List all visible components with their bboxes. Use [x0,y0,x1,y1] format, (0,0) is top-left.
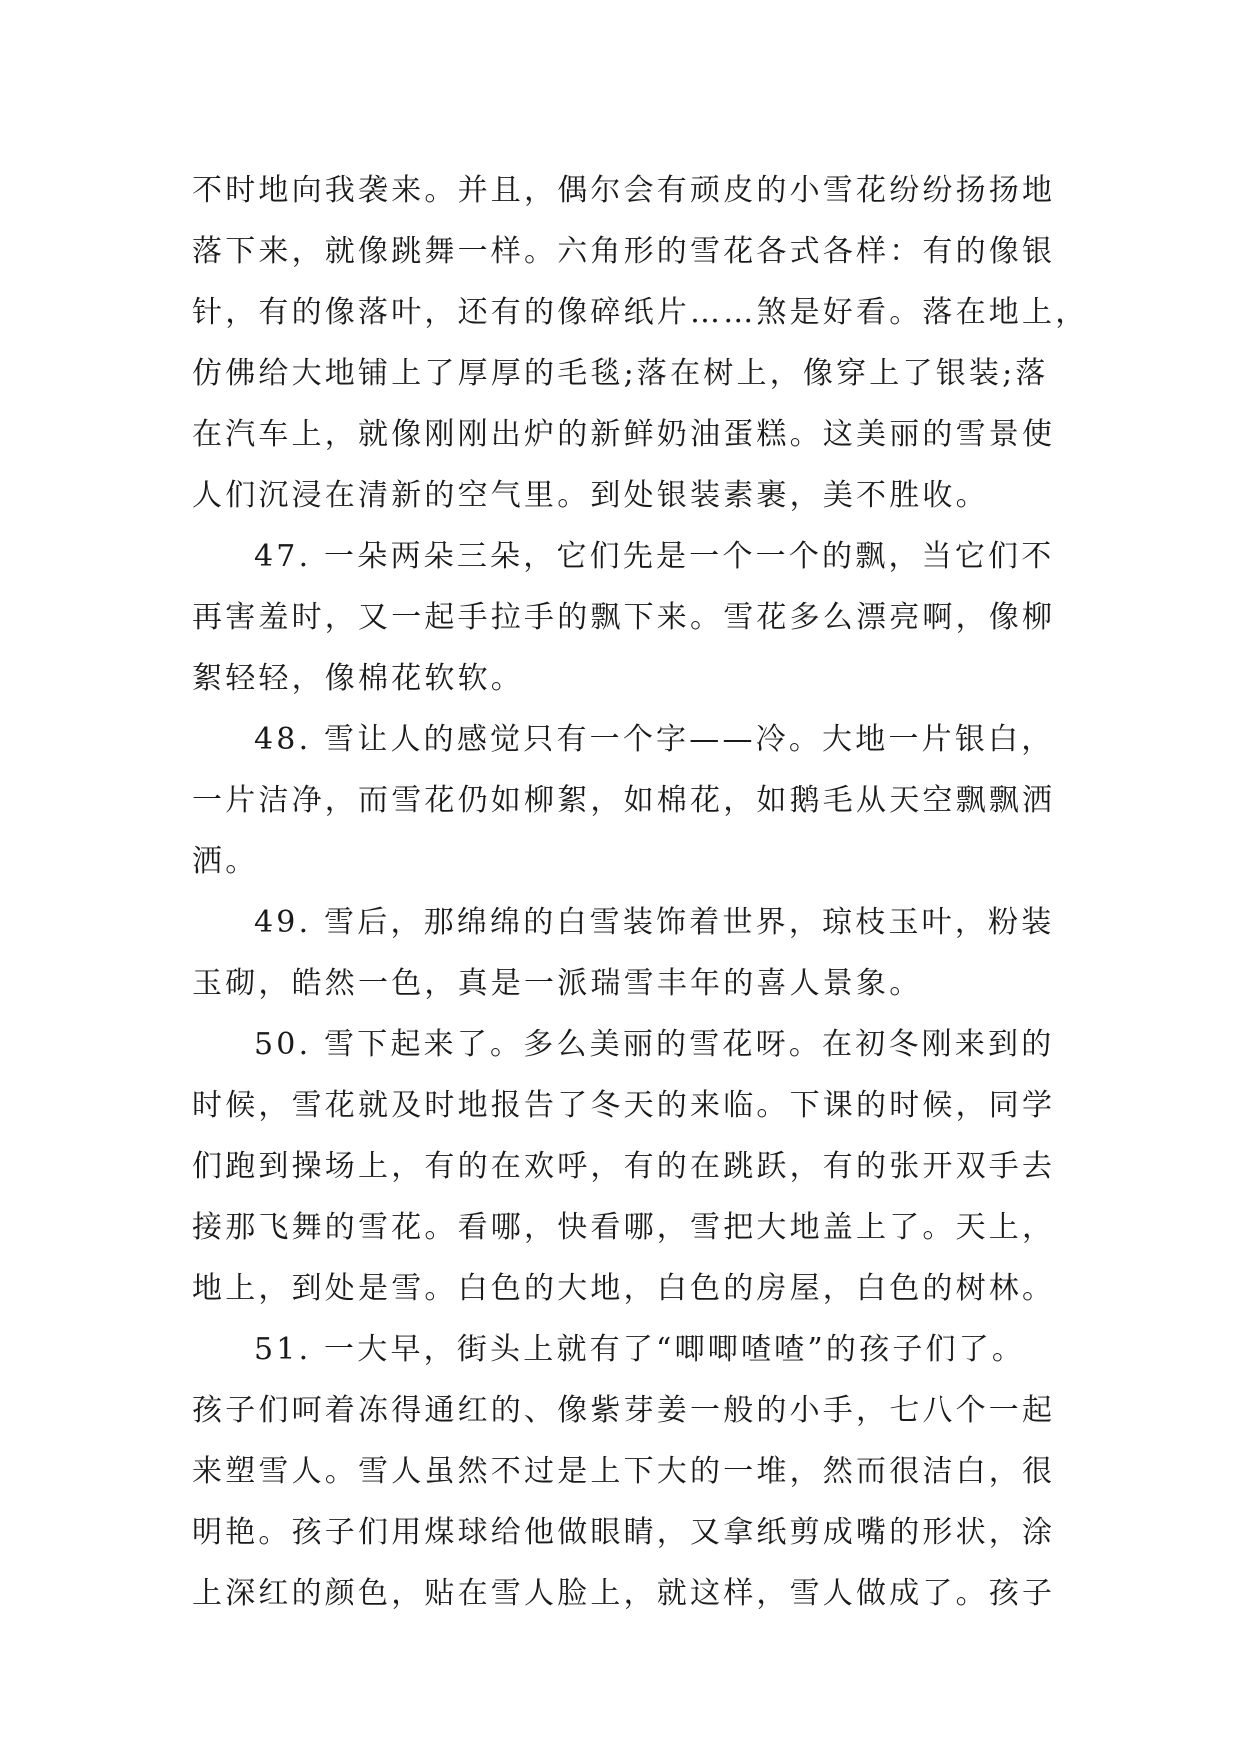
text-line: 在汽车上，就像刚刚出炉的新鲜奶油蛋糕。这美丽的雪景使 [192,417,1056,452]
text-line: 们跑到操场上，有的在欢呼，有的在跳跃，有的张开双手去 [192,1149,1056,1184]
text-line: 时候，雪花就及时地报告了冬天的来临。下课的时候，同学 [192,1088,1056,1123]
text-line: 玉砌，皓然一色，真是一派瑞雪丰年的喜人景象。 [192,966,923,1001]
paragraph-50-start: 50. 雪下起来了。多么美丽的雪花呀。在初冬刚来到的 [254,1027,1055,1062]
text-line: 人们沉浸在清新的空气里。到处银装素裹，美不胜收。 [192,478,989,513]
paragraph-48-start: 48. 雪让人的感觉只有一个字——冷。大地一片银白， [254,722,1055,757]
text-line: 明艳。孩子们用煤球给他做眼睛，又拿纸剪成嘴的形状，涂 [192,1515,1056,1550]
text-line: 上深红的颜色，贴在雪人脸上，就这样，雪人做成了。孩子 [192,1576,1056,1611]
text-line: 不时地向我袭来。并且，偶尔会有顽皮的小雪花纷纷扬扬地 [192,173,1056,208]
text-line: 地上，到处是雪。白色的大地，白色的房屋，白色的树林。 [192,1271,1056,1306]
text-line: 针，有的像落叶，还有的像碎纸片……煞是好看。落在地上， [192,295,1089,330]
paragraph-47-start: 47. 一朵两朵三朵，它们先是一个一个的飘，当它们不 [254,539,1055,574]
text-line: 来塑雪人。雪人虽然不过是上下大的一堆，然而很洁白，很 [192,1454,1056,1489]
paragraph-49-start: 49. 雪后，那绵绵的白雪装饰着世界，琼枝玉叶，粉装 [254,905,1055,940]
paragraph-51-start: 51. 一大早，街头上就有了“唧唧喳喳”的孩子们了。 [254,1332,1026,1367]
text-line: 仿佛给大地铺上了厚厚的毛毯;落在树上，像穿上了银装;落 [192,356,1049,391]
text-line: 絮轻轻，像棉花软软。 [192,661,524,696]
body-text [192,160,1089,1624]
text-line: 一片洁净，而雪花仍如柳絮，如棉花，如鹅毛从天空飘飘洒 [192,783,1056,818]
text-line: 接那飞舞的雪花。看哪，快看哪，雪把大地盖上了。天上， [192,1210,1056,1245]
text-line: 落下来，就像跳舞一样。六角形的雪花各式各样：有的像银 [192,234,1056,269]
text-line: 孩子们呵着冻得通红的、像紫芽姜一般的小手，七八个一起 [192,1393,1056,1428]
text-line: 洒。 [192,844,259,879]
text-line: 再害羞时，又一起手拉手的飘下来。雪花多么漂亮啊，像柳 [192,600,1056,635]
